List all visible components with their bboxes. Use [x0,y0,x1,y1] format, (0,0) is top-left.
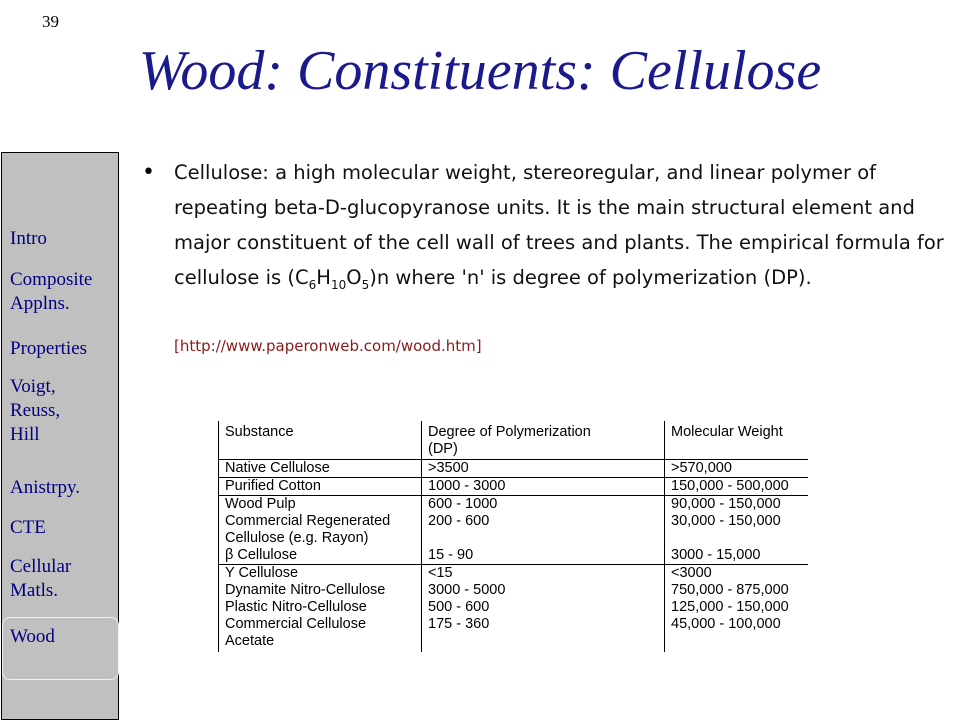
source-reference: [http://www.paperonweb.com/wood.htm] [174,337,482,355]
cell-dp: <15 3000 - 5000 500 - 600 175 - 360 [422,565,665,653]
sidebar-item-cte[interactable]: CTE [10,517,46,538]
sidebar-item-properties[interactable]: Properties [10,338,88,359]
cell-dp: >3500 [422,460,665,478]
table-header-row [219,421,809,460]
cell-substance: Native Cellulose [219,460,422,478]
header-degree-of-polymerization [422,421,665,460]
sidebar-item-intro[interactable]: Intro [10,228,47,249]
sidebar-item-anistrpy[interactable]: Anistrpy. [10,477,81,498]
cell-substance: Wood Pulp Commercial Regenerated Cellulose (e.g. Rayon) β Cellulose [219,496,422,565]
table-row [219,496,809,565]
active-nav-highlight [2,617,119,680]
cell-mw: <3000 750,000 - 875,000 125,000 - 150,000 45,000 - 100,000 [665,565,809,653]
description-text-part1: Cellulose: a high molecular weight, stereoregular, and linear polymer of repeating beta-D-glucopyranose units. It is the main structural element and major constituent of the cell wall of trees and plants. The empirical formula for cellulose is (C [174,161,944,289]
table-row [219,460,809,478]
cell-dp: 1000 - 3000 [422,478,665,496]
bullet-marker: • [142,160,155,185]
description-text-part4: )n where 'n' is degree of polymerization (DP). [369,266,812,289]
cell-dp: 600 - 1000 200 - 600 15 - 90 [422,496,665,565]
header-dp-line2: (DP) [428,441,458,457]
subscript-oxygen: 5 [361,277,370,292]
description-text-part2: H [316,266,331,289]
cell-mw: >570,000 [665,460,809,478]
page-number: 39 [42,12,59,31]
table-row [219,478,809,496]
cell-mw: 90,000 - 150,000 30,000 - 150,000 3000 - 15,000 [665,496,809,565]
description-text-part3: O [346,266,362,289]
page-title: Wood: Constituents: Cellulose [138,40,822,102]
header-dp-line1: Degree of Polymerization [428,424,591,440]
cell-substance: Purified Cotton [219,478,422,496]
sidebar-item-cellular-matls[interactable]: Cellular Matls. [10,556,72,601]
cellulose-description [174,155,944,303]
sidebar-item-wood[interactable]: Wood [10,626,55,647]
sidebar-item-composite-applns[interactable]: Composite Applns. [10,269,93,314]
header-substance: Substance [219,421,422,460]
cell-substance: Y Cellulose Dynamite Nitro-Cellulose Plastic Nitro-Cellulose Commercial Cellulose Acetate [219,565,422,653]
header-molecular-weight: Molecular Weight [665,421,809,460]
cell-mw: 150,000 - 500,000 [665,478,809,496]
sidebar-item-voigt-reuss-hill[interactable]: Voigt, Reuss, Hill [10,376,61,445]
table-row [219,565,809,653]
subscript-hydrogen: 10 [330,277,347,292]
subscript-carbon: 6 [308,277,317,292]
cellulose-properties-table [218,421,808,652]
